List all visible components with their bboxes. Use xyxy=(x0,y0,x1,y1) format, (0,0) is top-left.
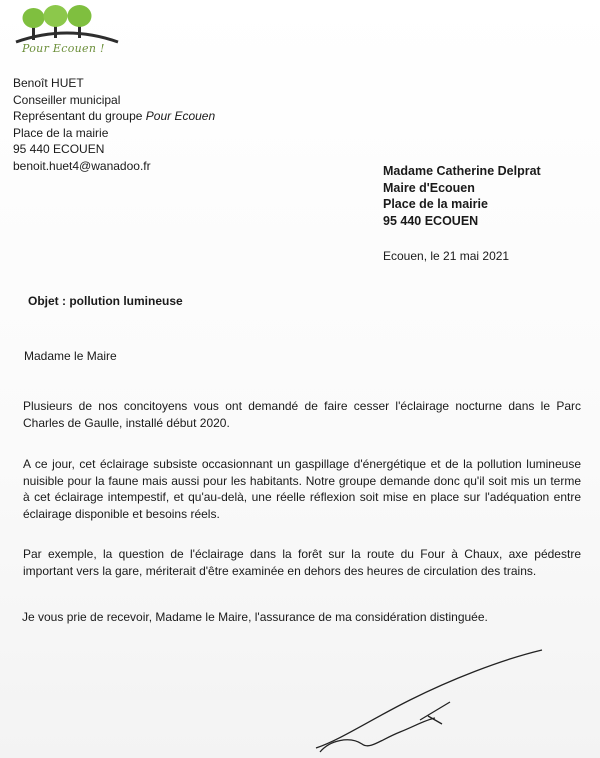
body-paragraph-3: Par exemple, la question de l'éclairage dans la forêt sur la route du Four à Chaux, axe pédestre important vers la gare, mériterait d'être examinée en dehors des heures de circulation des trains. xyxy=(23,547,581,578)
body-paragraph-1: Plusieurs de nos concitoyens vous ont demandé de faire cesser l'éclairage nocturne dans le Parc Charles de Gaulle, installé début 2020. xyxy=(23,399,581,430)
recipient-address: Place de la mairie xyxy=(383,197,488,211)
letter-date: Ecouen, le 21 mai 2021 xyxy=(383,249,510,263)
salutation: Madame le Maire xyxy=(24,349,117,363)
recipient-name: Madame Catherine Delprat xyxy=(383,164,541,178)
handwritten-signature xyxy=(300,640,550,758)
sender-email: benoit.huet4@wanadoo.fr xyxy=(13,158,151,173)
recipient-city: 95 440 ECOUEN xyxy=(383,213,479,228)
sender-name: Benoît HUET xyxy=(13,76,84,90)
recipient-title: Maire d'Ecouen xyxy=(383,180,475,195)
closing-line: Je vous prie de recevoir, Madame le Maire, l'assurance de ma considération distinguée. xyxy=(22,610,488,624)
recipient-block xyxy=(383,163,541,229)
sender-block xyxy=(13,75,215,174)
sender-group-prefix: Représentant du groupe xyxy=(13,109,146,123)
logo-text: Pour Ecouen ! xyxy=(22,42,105,55)
sender-city: 95 440 ECOUEN xyxy=(13,142,105,156)
logo-arc xyxy=(16,33,118,42)
sender-group-name: Pour Ecouen xyxy=(145,109,216,123)
sender-address: Place de la mairie xyxy=(13,125,109,140)
sender-group xyxy=(13,108,215,125)
sender-role: Conseiller municipal xyxy=(13,92,121,107)
letter-subject: Objet : pollution lumineuse xyxy=(28,294,183,308)
body-paragraph-2: A ce jour, cet éclairage subsiste occasionnant un gaspillage d'énergétique et de la pollution lumineuse nuisible pour la faune mais aussi pour les habitants. Notre groupe demande donc qu'il soit mis un terme à cet éclairage intempestif, et qu'au-delà, une réelle réflexion soit mise en place sur l'adéquation entre éclairage disponible et besoins réels. xyxy=(23,457,581,521)
